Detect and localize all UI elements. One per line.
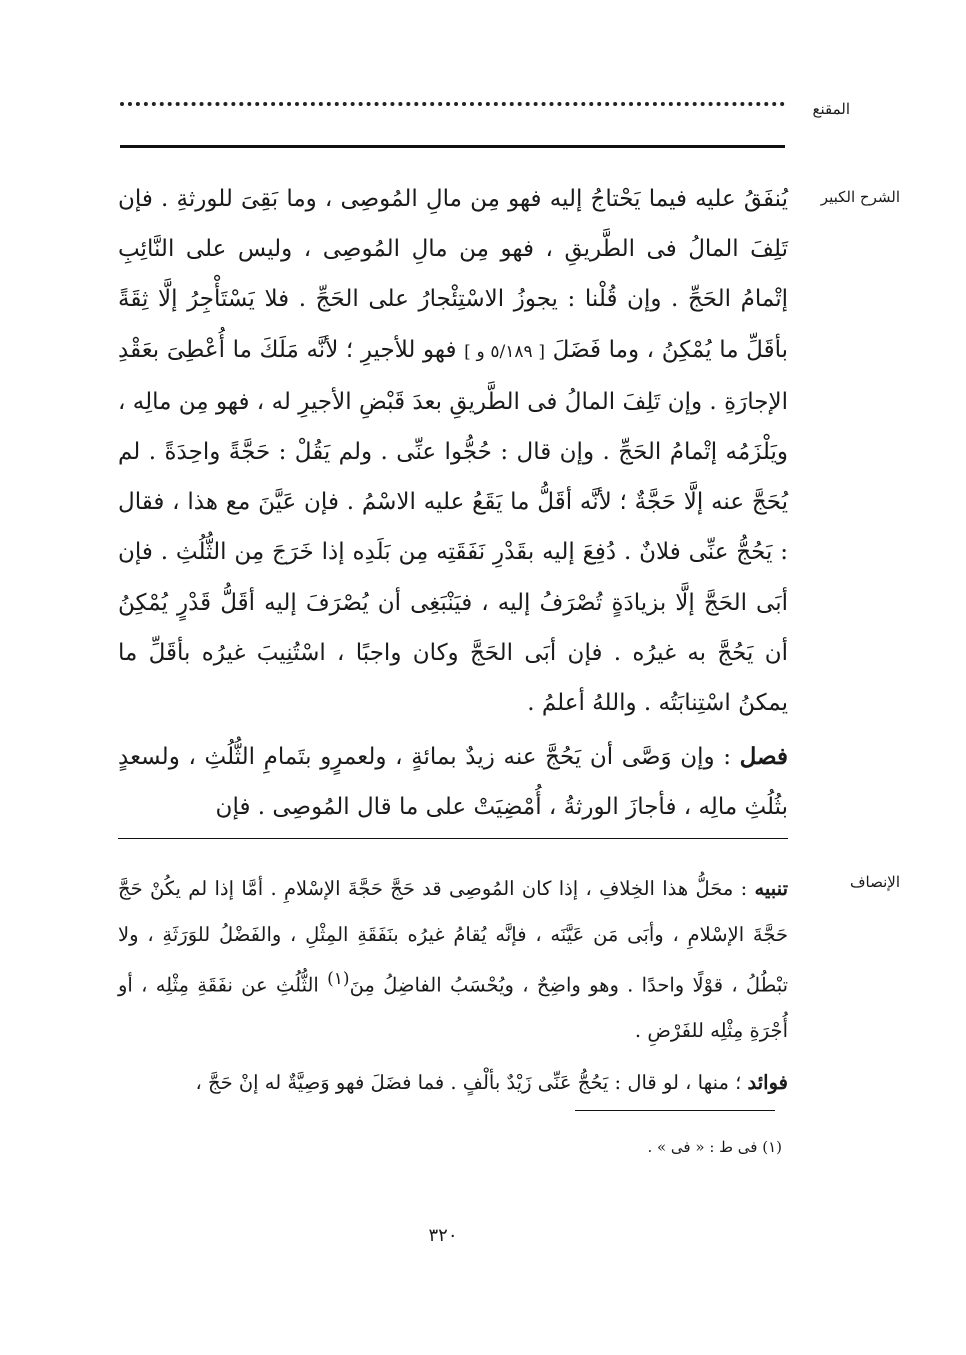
fasl-heading: فصل xyxy=(739,743,788,771)
fawaid-text: ؛ منها ، لو قال : يَحُجُّ عَنِّى زَيْدٌ بألْفٍ . فما فضَلَ فهو وَصِيَّةٌ له إنْ حَجَّ ، xyxy=(195,1070,742,1094)
header-dotted-rule xyxy=(120,102,785,106)
footnote-divider xyxy=(575,1110,775,1111)
main-paragraph-part2: فهو للأجيرِ ؛ لأنَّه مَلَكَ ما أُعْطِىَ بعَقْدِ الإجارَةِ . وإن تَلِفَ المالُ فى الطَّريقِ بعدَ قَبْضِ الأجيرِ له ، فهو مِن مالِه ، ويَلْزَمُه إتْمامُ الحَجِّ . وإن قال : حُجُّوا عنِّى . ولم يَقُلْ : حَجَّةً واحِدَةً . لم يُحَجَّ عنه إلَّا حَجَّةٌ ؛ لأنَّه أقَلُّ ما يَقَعُ عليه الاسْمُ . فإن عَيَّنَ مع هذا ، فقال : يَحُجُّ عنِّى فلانٌ . دُفِعَ إليه بقَدْرِ نَفَقَتِه مِن بَلَدِه إذا خَرَجَ مِن الثُّلُثِ . فإن أبَى الحَجَّ إلَّا بزيادَةٍ تُصْرَفُ إليه ، فيَنْبَغِى أن يُصْرَفَ إليه أقَلُّ قَدْرٍ يُمْكِنُ أن يَحُجَّ به غيرُه . فإن أبَى الحَجَّ وكان واجبًا ، اسْتُنِيبَ غيرُه بأقَلِّ ما يمكنُ اسْتِنابَتُه . واللهُ أعلمُ . xyxy=(118,336,788,717)
side-label-sharh: الشرح الكبير xyxy=(820,188,900,206)
header-solid-rule xyxy=(120,145,785,148)
fasl-paragraph xyxy=(118,732,788,832)
section-divider xyxy=(118,838,788,839)
footnote-marker: (١) xyxy=(327,969,350,989)
side-label-insaf: الإنصاف xyxy=(849,873,900,891)
page-number: ٣٢٠ xyxy=(428,1225,458,1246)
tanbih-heading: تنبيه xyxy=(754,877,789,900)
main-paragraph-part1: يُنفَقُ عليه فيما يَحْتاجُ إليه فهو مِن مالِ المُوصِى ، وما بَقِىَ للورثةِ . فإن تَلِفَ المالُ فى الطَّريقِ ، فهو مِن مالِ المُوصِى ، وليس على النَّائِبِ إتْمامُ الحَجِّ . وإن قُلْنا : يجوزُ الاسْتِئْجارُ على الحَجِّ . فلا يَسْتَأْجِرُ إلَّا ثِقَةً بأقَلِّ ما يُمْكِنُ ، وما فَضَلَ xyxy=(118,186,789,363)
header-book-title: المقنع xyxy=(812,100,850,118)
tanbih-paragraph xyxy=(118,866,788,1054)
manuscript-reference: [ ٥/١٨٩ و ] xyxy=(464,341,546,362)
footnote: (١) فى ط : « فى » . xyxy=(647,1138,782,1156)
tanbih-text-end: الثُّلُثِ عن نفَقَةِ مِثْلِه ، أو أُجْرَةِ مِثْلِه للفَرْضِ . xyxy=(118,973,788,1042)
fawaid-paragraph xyxy=(118,1060,788,1106)
fawaid-heading: فوائد xyxy=(747,1070,788,1094)
fasl-text: : وإن وَصَّى أن يَحُجَّ عنه زيدٌ بمائةٍ ، ولعمرٍو بتَمامِ الثُّلُثِ ، ولسعدٍ بثُلُثِ مالِه ، فأجازَ الورثةُ ، أُمْضِيَتْ على ما قال المُوصِى . فإن xyxy=(118,744,788,821)
insaf-text-block xyxy=(118,866,788,1105)
main-paragraph xyxy=(118,174,788,728)
tanbih-text: : محَلُّ هذا الخِلافِ ، إذا كان المُوصِى قد حَجَّ حَجَّةَ الإسْلامِ . أمَّا إذا لم يكُنْ حَجَّ حَجَّةَ الإسْلامِ ، وأبَى مَن عَيَّنَه ، فإنَّه يُقامُ غيرُه بنَفَقَةِ المِثْلِ ، والفَضْلُ للوَرَثَةِ ، ولا تبْطُلُ ، قوْلًا واحدًا . وهو واضِحٌ ، ويُحْسَبُ الفاضِلُ مِنَ xyxy=(118,877,789,997)
main-commentary-text xyxy=(118,174,788,833)
